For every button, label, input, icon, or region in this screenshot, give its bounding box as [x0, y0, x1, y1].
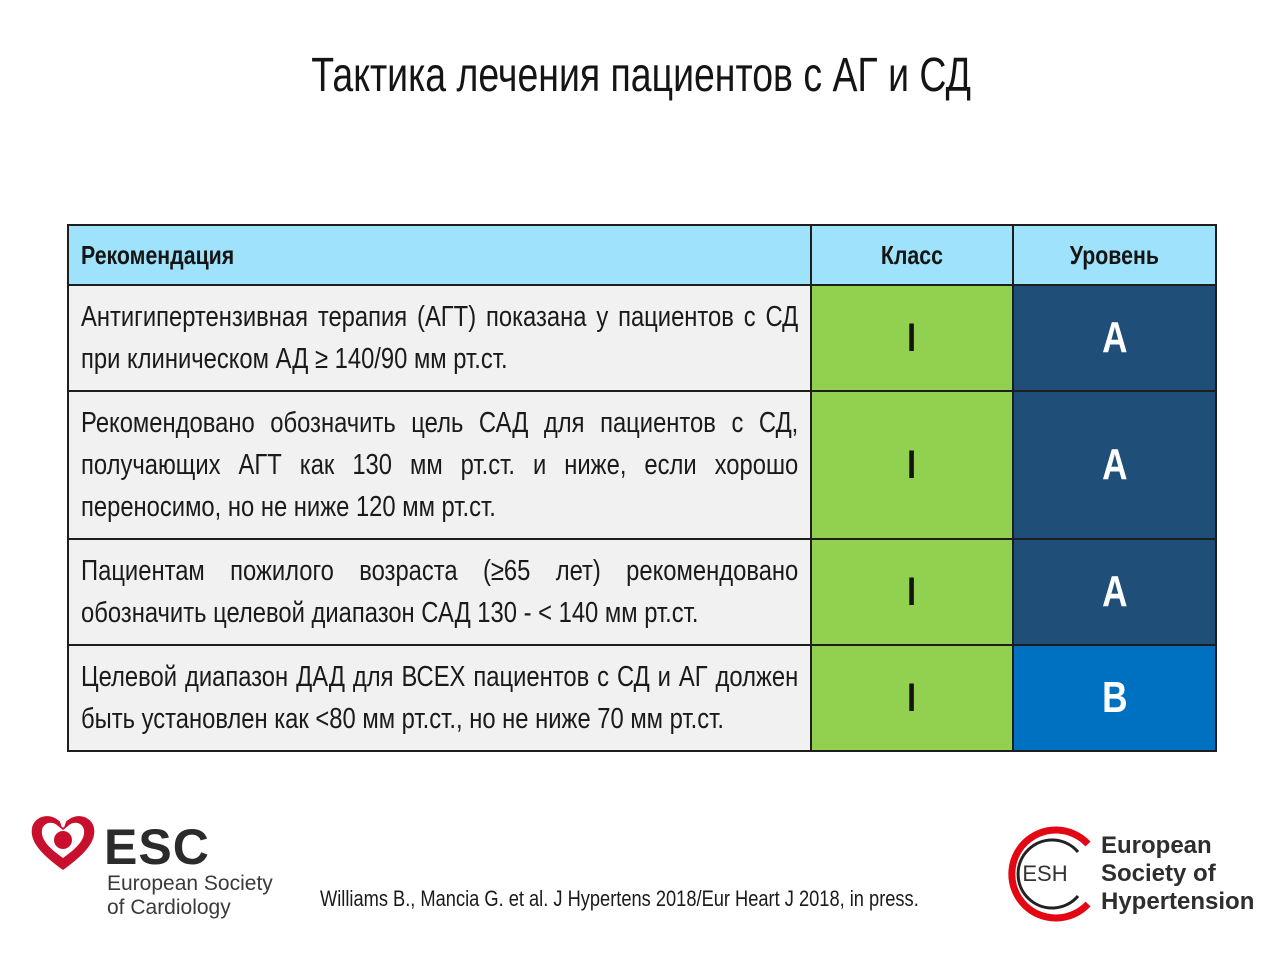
table-row	[68, 539, 1216, 645]
class-cell: I	[811, 285, 1013, 391]
esc-wordmark: ESC	[104, 819, 210, 875]
table-row	[68, 391, 1216, 539]
recommendation-cell: Рекомендовано обозначить цель САД для пациентов с СД, получающих АГТ как 130 мм рт.ст. и ниже, если хорошо переносимо, но не ниже 120 мм рт.ст.	[68, 391, 811, 539]
recommendation-cell: Пациентам пожилого возраста (≥65 лет) рекомендовано обозначить целевой диапазон САД 130 - < 140 мм рт.ст.	[68, 539, 811, 645]
table-row	[68, 645, 1216, 751]
esh-name: European Society of Hypertension	[1101, 832, 1255, 915]
esh-badge-icon	[1000, 822, 1096, 926]
recommendations-table	[67, 224, 1217, 752]
slide-title: Тактика лечения пациентов с АГ и СД	[311, 49, 971, 102]
heart-icon	[28, 812, 98, 874]
level-cell: A	[1013, 285, 1216, 391]
table-header-row	[68, 225, 1216, 285]
class-cell: I	[811, 539, 1013, 645]
header-class: Класс	[811, 225, 1013, 285]
recommendation-cell: Антигипертензивная терапия (АГТ) показана у пациентов с СД при клиническом АД ≥ 140/90 мм рт.ст.	[68, 285, 811, 391]
level-cell: A	[1013, 391, 1216, 539]
class-cell: I	[811, 391, 1013, 539]
level-cell: A	[1013, 539, 1216, 645]
table-row	[68, 285, 1216, 391]
level-cell: B	[1013, 645, 1216, 751]
header-level: Уровень	[1013, 225, 1216, 285]
esc-subtitle: European Society of Cardiology	[107, 872, 273, 919]
header-recommendation: Рекомендация	[68, 225, 811, 285]
citation: Williams B., Mancia G. et al. J Hypertens 2018/Eur Heart J 2018, in press.	[320, 886, 919, 911]
svg-text:ESH: ESH	[1022, 861, 1068, 886]
esh-logo	[1000, 822, 1270, 926]
recommendation-cell: Целевой диапазон ДАД для ВСЕХ пациентов с СД и АГ должен быть установлен как <80 мм рт.ст., но не ниже 70 мм рт.ст.	[68, 645, 811, 751]
esc-logo	[28, 812, 308, 932]
class-cell: I	[811, 645, 1013, 751]
